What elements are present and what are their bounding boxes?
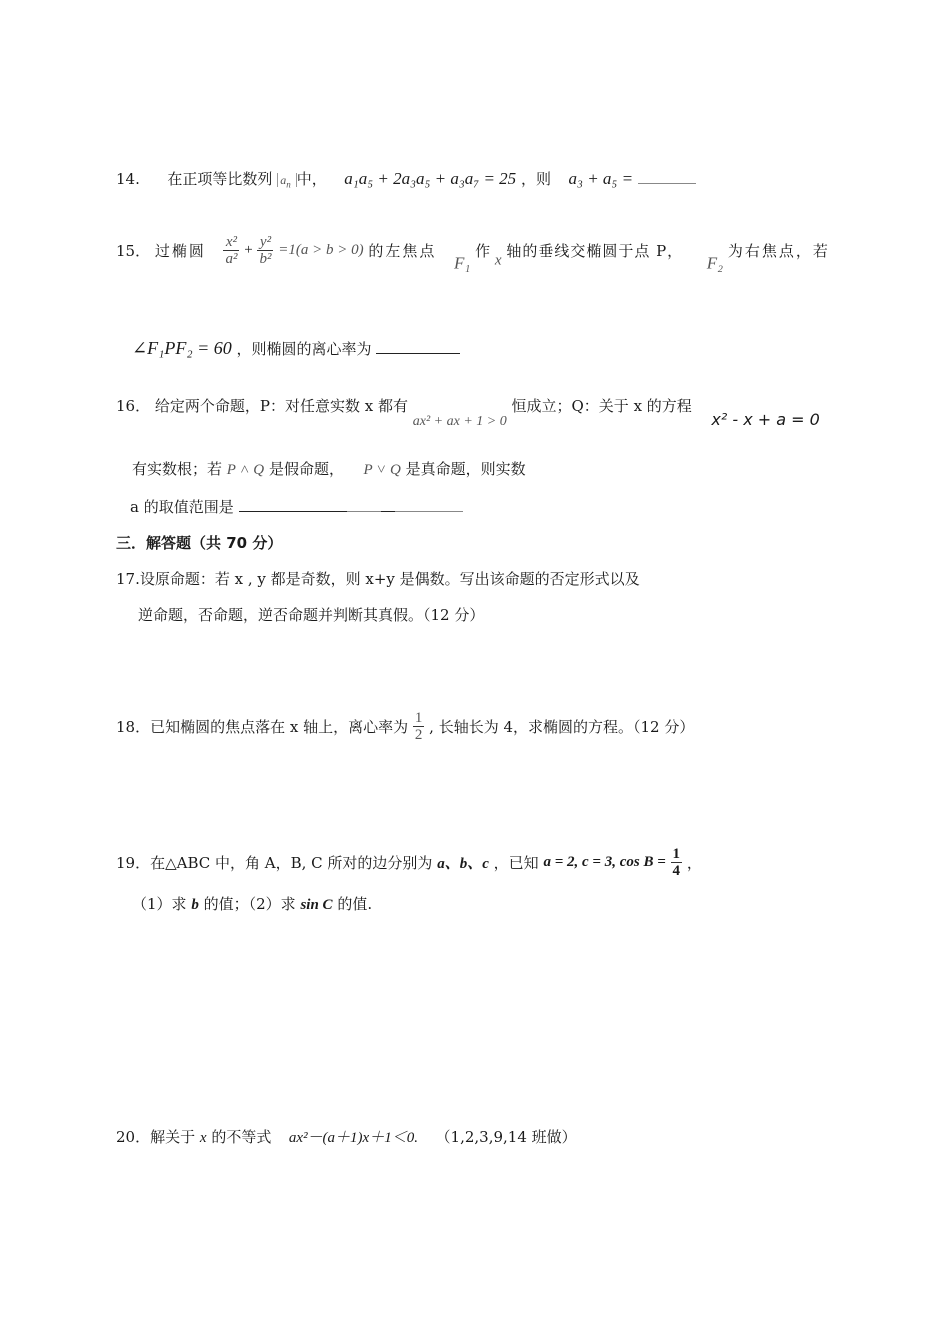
q15-focus-f1: F₁ [453,253,471,273]
q15-fraction-y: $\frac{\text{y²}}{\text{b²}}$ [259,234,272,267]
q16-equation: x² - x + a = 0 [711,410,820,429]
q15-condition: =1(a > b > 0) [278,242,364,258]
q20-text-1: 20．解关于 [116,1128,196,1146]
q15-text-4: 轴的垂线交椭圆于点 P， [506,242,684,260]
q14-text-1: 在正项等比数列 [167,170,273,188]
question-14 [116,168,696,189]
question-16-line-2 [132,458,526,479]
question-16-line-3 [130,496,463,517]
q16-text-3: 有实数根；若 [132,460,223,478]
q15-angle: ∠F₁PF₂ = 60 [132,338,232,358]
q19-text-2: ，已知 [493,854,539,872]
q15-plus: + [244,242,253,258]
q16-text-2: 恒成立；Q：关于 x 的方程 [511,397,692,415]
question-18 [116,710,694,743]
question-20 [116,1126,577,1147]
q20-var: x [199,1130,207,1146]
question-15 [116,234,830,274]
q20-text-2: 的不等式 [211,1128,272,1146]
q15-focus-f2: F₂ [706,253,724,273]
question-17-line-2: 逆命题，否命题，逆否命题并判断其真假。（12 分） [138,606,485,624]
q15-text-1: 过椭圆 [154,242,206,260]
q14-text-3: ，则 [520,170,551,188]
q19-part-2-end: 的值. [337,895,373,913]
section-3-title: 三．解答题（共 70 分） [116,534,283,552]
q16-inequality: ax² + ax + 1 > 0 [412,414,507,429]
q19-part-2-label: 的值；（2）求 [203,895,296,913]
q14-text-2: 中， [296,170,327,188]
q15-number: 15． [116,242,151,260]
q14-answer-blank [638,183,696,184]
q15-text-6: ，则椭圆的离心率为 [236,340,372,358]
q19-sides: a、b、c [437,856,489,872]
q16-number: 16． [116,397,151,415]
q19-part-2-expr: sin C [300,897,333,913]
question-16 [116,395,820,429]
question-17-line-1: 17.设原命题：若 x , y 都是奇数，则 x+y 是偶数。写出该命题的否定形式以及 [116,570,640,588]
q14-number: 14. [116,170,140,188]
q16-text-1: 给定两个命题，P：对任意实数 x 都有 [154,397,408,415]
q18-fraction: $\frac{1}{2}$ [414,710,423,743]
q16-p-or-q: P ˅ Q [363,462,401,478]
q14-ask: a₃ + a₅ = [568,169,634,188]
q15-text-3: 作 [475,242,491,260]
q19-text-3: ， [686,854,702,872]
q14-equation: a₁a₅ + 2a₃a₅ + a₃a₇ = 25 [344,169,517,188]
q16-text-4: 是假命题， [268,460,344,478]
question-15-line-2 [132,338,460,359]
q16-p-and-q: P ˄ Q [226,462,265,478]
q19-part-1-var: b [191,897,199,913]
q16-text-5: 是真命题，则实数 [405,460,526,478]
q19-fraction: $\frac{1}{4}$ [672,846,681,879]
q16-text-6: a 的取值范围是 [130,498,234,516]
q14-sequence: $a_n$ [277,173,297,187]
q15-x-axis: x [494,252,502,269]
q15-fraction-x: $\frac{\text{x²}}{\text{a²}}$ [225,234,238,267]
q19-given: a = 2, c = 3, cos B = [543,854,666,870]
q18-text-2: , 长轴长为 4，求椭圆的方程。（12 分） [429,718,695,736]
q15-answer-blank [376,353,460,354]
question-19-line-2 [132,893,372,914]
q19-part-1-label: （1）求 [132,895,187,913]
q20-text-3: （1,2,3,9,14 班做） [435,1128,577,1146]
q15-text-2: 的左焦点 [368,242,437,260]
question-19 [116,846,702,879]
q18-text-1: 18．已知椭圆的焦点落在 x 轴上，离心率为 [116,718,409,736]
q19-text-1: 19．在△ABC 中，角 A，B, C 所对的边分别为 [116,854,433,872]
q16-answer-blank [239,511,347,512]
q20-inequality: ax²－(a＋1)x＋1＜0. [288,1130,418,1146]
q15-text-5: 为右焦点，若 [727,242,830,260]
